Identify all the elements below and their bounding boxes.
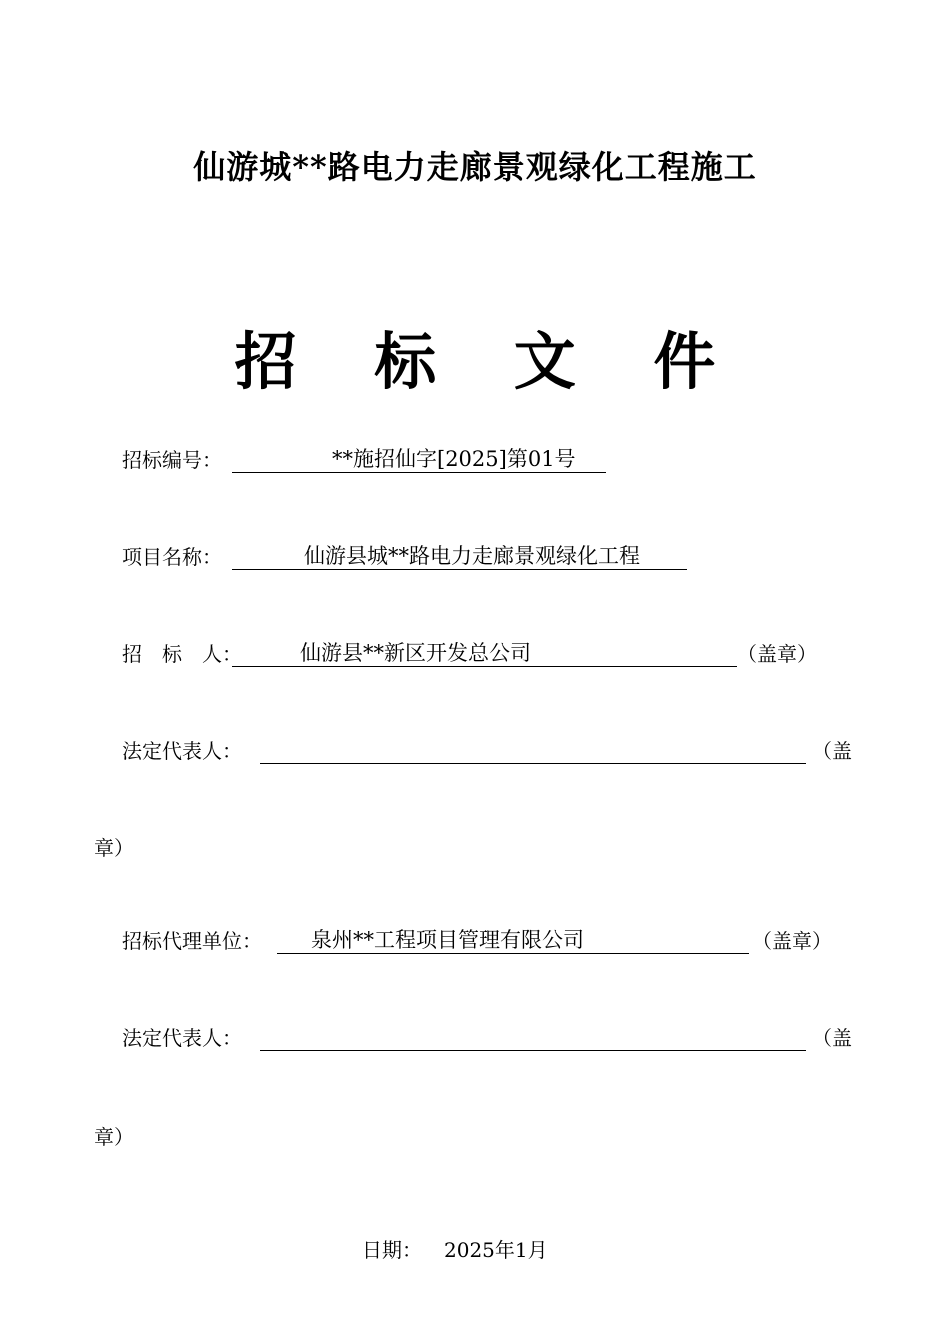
document-title: 招 标 文 件 — [234, 325, 744, 398]
project-name-field — [232, 543, 687, 570]
date-value: 2025年1月 — [444, 1238, 548, 1262]
legal-rep-2-stamp-part2: 章） — [94, 1125, 134, 1149]
legal-rep-1-field — [260, 737, 806, 764]
legal-rep-2-label: 法定代表人： — [122, 1026, 242, 1050]
agent-stamp: （盖章） — [752, 929, 832, 953]
tender-no-value: **施招仙字[2025]第01号 — [332, 447, 576, 471]
tender-no-field — [232, 446, 606, 473]
legal-rep-1-stamp-part1: （盖 — [812, 739, 852, 763]
tenderer-field — [232, 640, 737, 667]
legal-rep-2-field — [260, 1024, 806, 1051]
tenderer-stamp: （盖章） — [737, 642, 817, 666]
legal-rep-1-stamp-part2: 章） — [94, 836, 134, 860]
project-title: 仙游城**路电力走廊景观绿化工程施工 — [193, 148, 757, 186]
date-label: 日期： — [362, 1238, 422, 1262]
agent-label: 招标代理单位： — [122, 929, 262, 953]
project-name-label: 项目名称： — [122, 545, 222, 569]
legal-rep-2-stamp-part1: （盖 — [812, 1026, 852, 1050]
date-line — [362, 1236, 548, 1264]
agent-value: 泉州**工程项目管理有限公司 — [311, 928, 584, 952]
project-name-value: 仙游县城**路电力走廊景观绿化工程 — [304, 544, 640, 568]
legal-rep-1-label: 法定代表人： — [122, 739, 242, 763]
tenderer-label: 招 标 人： — [122, 642, 242, 666]
tenderer-value: 仙游县**新区开发总公司 — [300, 641, 531, 665]
tender-no-label: 招标编号： — [122, 448, 222, 472]
agent-field — [277, 927, 749, 954]
